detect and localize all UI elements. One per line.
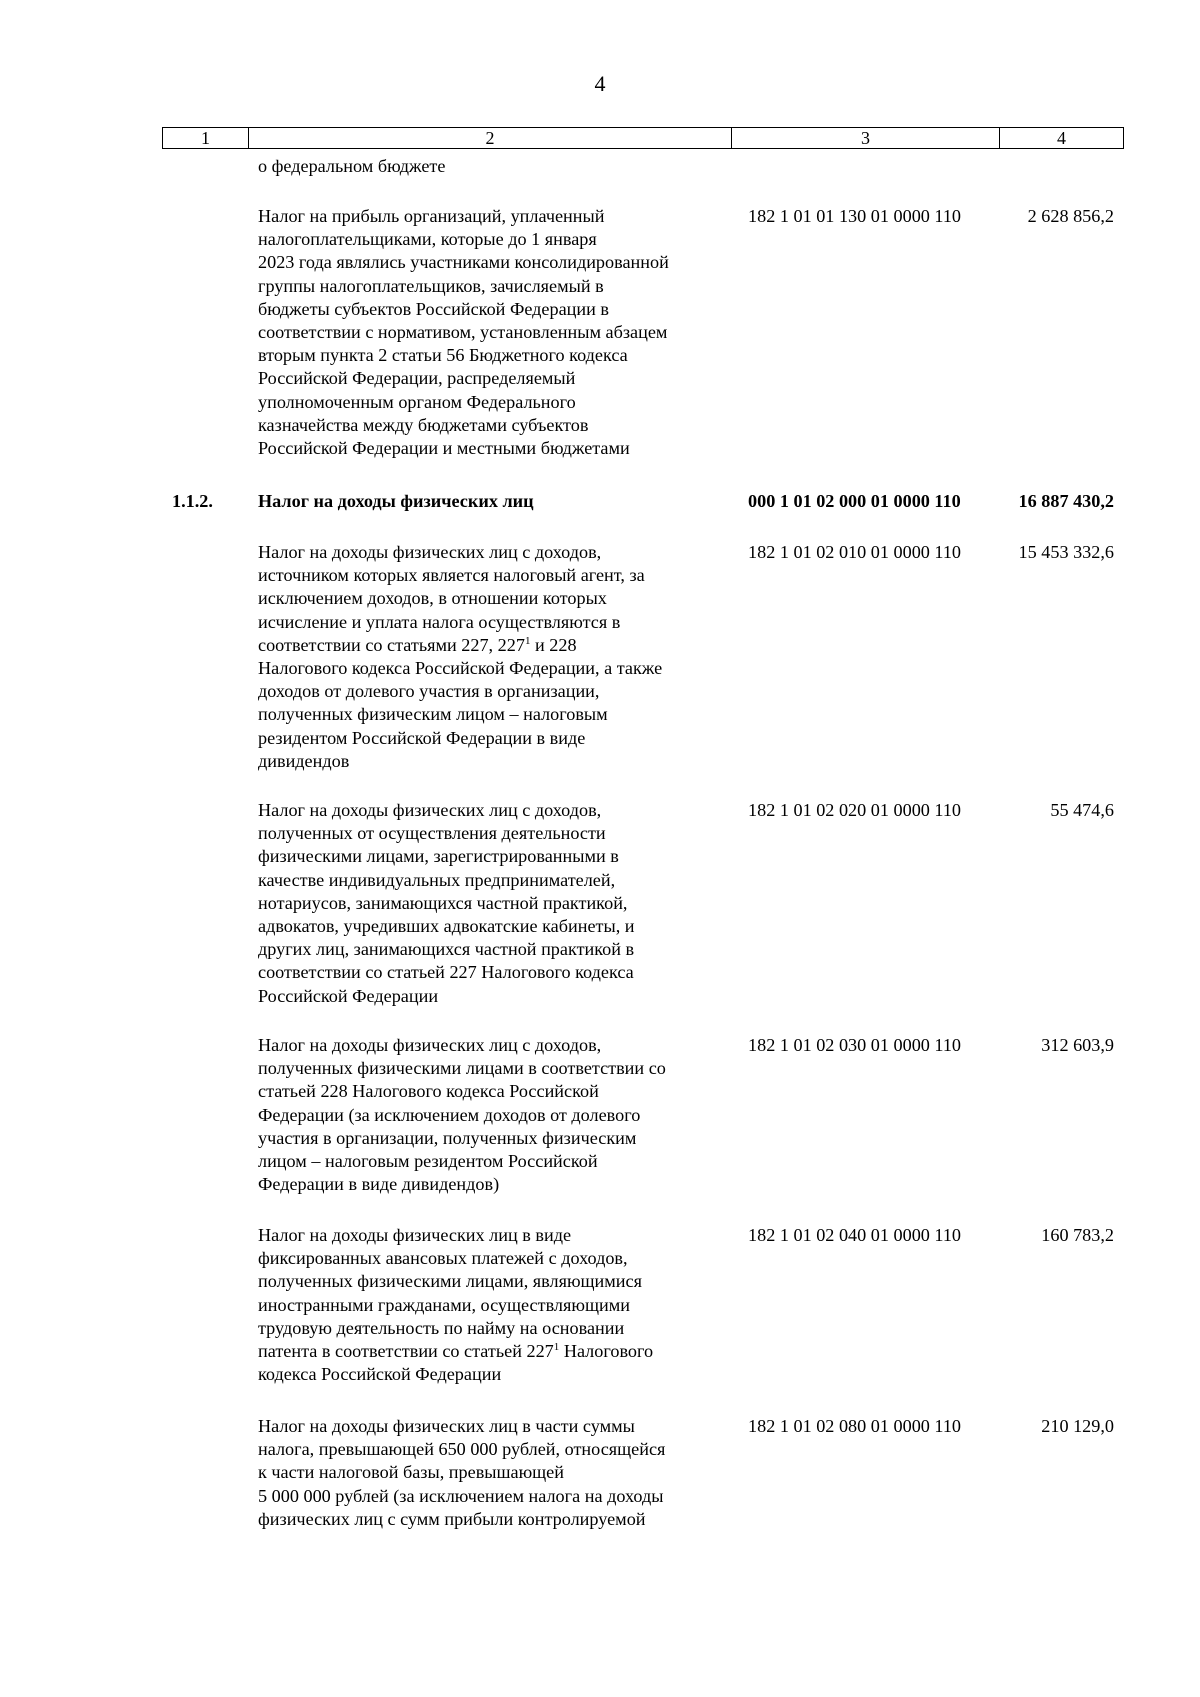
description-line: полученных физическими лицами в соответствии со bbox=[258, 1058, 666, 1079]
description-line: налога, превышающей 650 000 рублей, относящейся bbox=[258, 1439, 666, 1460]
description-line: к части налоговой базы, превышающей bbox=[258, 1462, 564, 1483]
description-line: группы налогоплательщиков, зачисляемый в bbox=[258, 275, 604, 296]
row-description bbox=[258, 1415, 728, 1531]
superscript-mark: 1 bbox=[553, 1340, 560, 1353]
description-line: дивидендов bbox=[258, 750, 350, 771]
description-line: Налог на доходы физических лиц bbox=[258, 491, 534, 511]
description-line: Налог на доходы физических лиц в виде bbox=[258, 1225, 572, 1245]
amount-value: 15 453 332,6 bbox=[1018, 542, 1114, 562]
description-line: полученных физическими лицами, являющимися bbox=[258, 1271, 642, 1292]
description-line: резидентом Российской Федерации в виде bbox=[258, 727, 586, 748]
column-number-4: 4 bbox=[1057, 128, 1066, 148]
description-line: адвокатов, учредивших адвокатские кабинеты, и bbox=[258, 916, 635, 937]
description-text: патента в соответствии со статьей 227 bbox=[258, 1341, 554, 1362]
description-text: Налогового bbox=[559, 1341, 654, 1362]
description-line: полученных физическим лицом – налоговым bbox=[258, 704, 608, 725]
amount-value: 16 887 430,2 bbox=[1018, 491, 1114, 511]
description-line: соответствии с нормативом, установленным абзацем bbox=[258, 322, 668, 343]
budget-classification-code: 182 1 01 02 020 01 0000 110 bbox=[748, 800, 962, 820]
amount-value: 210 129,0 bbox=[1041, 1416, 1114, 1436]
row-description bbox=[258, 1224, 728, 1386]
description-line: казначейства между бюджетами субъектов bbox=[258, 414, 589, 435]
description-line: физических лиц с сумм прибыли контролируемой bbox=[258, 1508, 646, 1529]
description-line: нотариусов, занимающихся частной практикой, bbox=[258, 892, 628, 913]
description-line: трудовую деятельность по найму на основании bbox=[258, 1317, 625, 1338]
budget-classification-code: 182 1 01 01 130 01 0000 110 bbox=[748, 206, 962, 226]
description-line: Российской Федерации bbox=[258, 985, 439, 1006]
row-description bbox=[258, 155, 728, 178]
superscript-mark: 1 bbox=[524, 634, 531, 647]
description-line: Налог на прибыль организаций, уплаченный bbox=[258, 206, 605, 226]
description-line: вторым пункта 2 статьи 56 Бюджетного кодекса bbox=[258, 345, 628, 366]
column-number-3: 3 bbox=[732, 128, 1000, 148]
description-line: полученных от осуществления деятельности bbox=[258, 823, 606, 844]
description-line bbox=[258, 634, 728, 657]
column-number-2: 2 bbox=[249, 128, 732, 148]
description-line: Российской Федерации и местными бюджетами bbox=[258, 438, 630, 459]
description-text: и 228 bbox=[530, 634, 577, 655]
budget-classification-code: 182 1 01 02 030 01 0000 110 bbox=[748, 1035, 962, 1055]
row-description bbox=[258, 205, 728, 460]
description-line: статьей 228 Налогового кодекса Российской bbox=[258, 1081, 599, 1102]
description-line: Федерации в виде дивидендов) bbox=[258, 1174, 500, 1195]
amount-value: 312 603,9 bbox=[1041, 1035, 1114, 1055]
description-line: кодекса Российской Федерации bbox=[258, 1364, 502, 1385]
amount-value: 55 474,6 bbox=[1050, 800, 1114, 820]
budget-classification-code: 182 1 01 02 010 01 0000 110 bbox=[748, 542, 962, 562]
description-line: качестве индивидуальных предпринимателей, bbox=[258, 869, 616, 890]
description-line: иностранными гражданами, осуществляющими bbox=[258, 1294, 630, 1315]
description-line: Налог на доходы физических лиц с доходов, bbox=[258, 542, 602, 562]
description-line: доходов от долевого участия в организации, bbox=[258, 681, 600, 702]
description-line: лицом – налоговым резидентом Российской bbox=[258, 1151, 598, 1172]
row-description bbox=[258, 1034, 728, 1196]
section-number: 1.1.2. bbox=[172, 491, 213, 511]
description-line: исключением доходов, в отношении которых bbox=[258, 588, 607, 609]
budget-classification-code: 182 1 01 02 080 01 0000 110 bbox=[748, 1416, 962, 1436]
amount-value: 160 783,2 bbox=[1041, 1225, 1114, 1245]
row-description bbox=[258, 541, 728, 773]
description-line: фиксированных авансовых платежей с доходов, bbox=[258, 1248, 628, 1269]
description-line: источником которых является налоговый агент, за bbox=[258, 565, 645, 586]
budget-classification-code: 182 1 01 02 040 01 0000 110 bbox=[748, 1225, 962, 1245]
budget-classification-code: 000 1 01 02 000 01 0000 110 bbox=[748, 491, 961, 511]
description-line: Федерации (за исключением доходов от долевого bbox=[258, 1104, 641, 1125]
description-line: уполномоченным органом Федерального bbox=[258, 391, 576, 412]
description-line: других лиц, занимающихся частной практикой в bbox=[258, 939, 635, 960]
description-line: соответствии со статьей 227 Налогового кодекса bbox=[258, 962, 634, 983]
description-line: Налог на доходы физических лиц с доходов, bbox=[258, 1035, 602, 1055]
description-line: Налог на доходы физических лиц в части суммы bbox=[258, 1416, 635, 1436]
description-line: участия в организации, полученных физическим bbox=[258, 1127, 637, 1148]
row-description bbox=[258, 490, 728, 513]
description-line: Налогового кодекса Российской Федерации, а также bbox=[258, 658, 663, 679]
description-line bbox=[258, 1340, 728, 1363]
description-line: исчисление и уплата налога осуществляются в bbox=[258, 611, 621, 632]
page-number: 4 bbox=[594, 71, 606, 96]
description-line: налогоплательщиками, которые до 1 января bbox=[258, 229, 597, 250]
description-text: соответствии со статьями 227, 227 bbox=[258, 634, 525, 655]
description-line: Российской Федерации, распределяемый bbox=[258, 368, 576, 389]
description-line: физическими лицами, зарегистрированными в bbox=[258, 846, 619, 867]
column-number-1: 1 bbox=[163, 128, 249, 148]
row-description bbox=[258, 799, 728, 1008]
description-line: 5 000 000 рублей (за исключением налога на доходы bbox=[258, 1485, 664, 1506]
description-line: бюджеты субъектов Российской Федерации в bbox=[258, 298, 609, 319]
description-line: о федеральном бюджете bbox=[258, 156, 446, 176]
table-column-header bbox=[162, 127, 1124, 149]
amount-value: 2 628 856,2 bbox=[1027, 206, 1114, 226]
description-line: 2023 года являлись участниками консолидированной bbox=[258, 252, 669, 273]
description-line: Налог на доходы физических лиц с доходов, bbox=[258, 800, 602, 820]
